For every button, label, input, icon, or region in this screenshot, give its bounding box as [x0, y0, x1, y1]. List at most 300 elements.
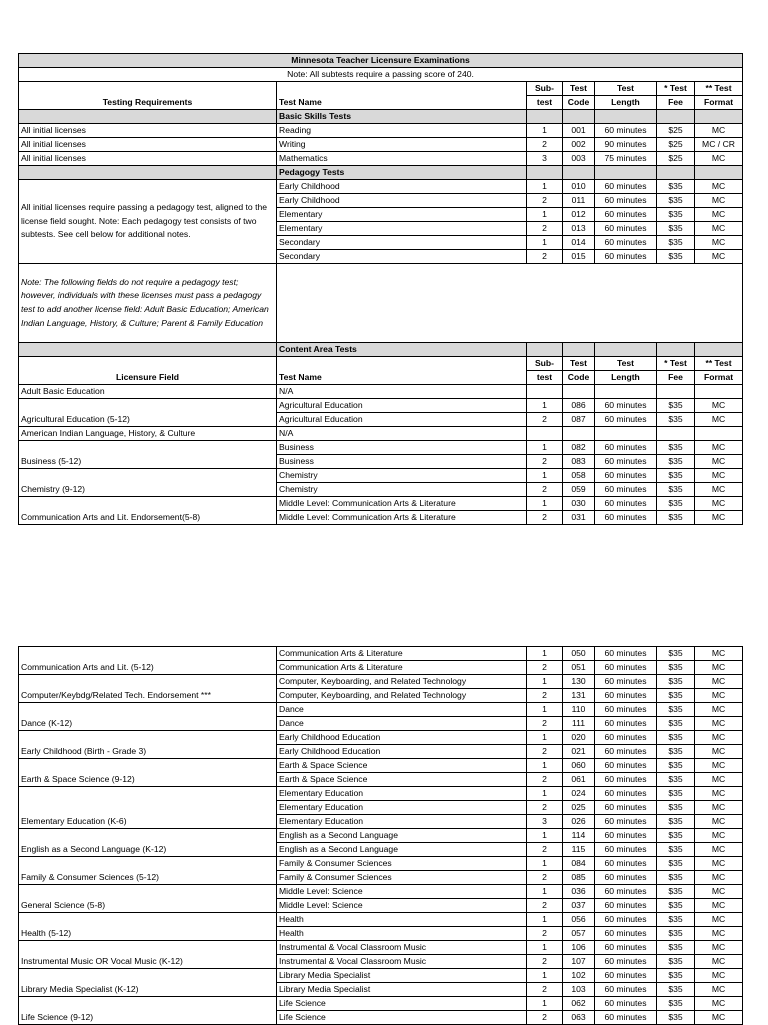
format-cell: MC	[695, 745, 743, 759]
table-row	[19, 124, 743, 138]
format-cell: MC	[695, 703, 743, 717]
subtest-cell: 2	[527, 138, 563, 152]
subtest-header-top: Sub-	[527, 357, 563, 371]
fee-cell: $25	[657, 124, 695, 138]
code-header-bottom: Code	[563, 96, 595, 110]
test-name-cell: Computer, Keyboarding, and Related Technology	[277, 675, 527, 689]
licensure-field-cell: Adult Basic Education	[19, 385, 277, 399]
fee-cell: $35	[657, 399, 695, 413]
code-cell: 062	[563, 997, 595, 1011]
test-name-cell: Middle Level: Science	[277, 899, 527, 913]
format-cell: MC	[695, 1011, 743, 1025]
fee-cell: $35	[657, 703, 695, 717]
length-cell: 60 minutes	[595, 815, 657, 829]
fee-cell: $35	[657, 511, 695, 525]
test-name-cell: Middle Level: Communication Arts & Literature	[277, 511, 527, 525]
length-cell: 60 minutes	[595, 829, 657, 843]
test-name-header: Test Name	[277, 96, 527, 110]
test-name-cell: Early Childhood Education	[277, 745, 527, 759]
fee-cell: $35	[657, 955, 695, 969]
test-name-cell: Early Childhood	[277, 194, 527, 208]
length-cell: 60 minutes	[595, 885, 657, 899]
fee-cell: $35	[657, 441, 695, 455]
subtest-cell: 1	[527, 969, 563, 983]
subtest-header-bottom: test	[527, 371, 563, 385]
length-cell: 60 minutes	[595, 675, 657, 689]
requirement-cell: All initial licenses	[19, 138, 277, 152]
subtest-cell: 2	[527, 483, 563, 497]
test-name-cell: Library Media Specialist	[277, 969, 527, 983]
licensure-field-cell: General Science (5-8)	[19, 885, 277, 913]
length-cell: 60 minutes	[595, 773, 657, 787]
fee-header-top: * Test	[657, 357, 695, 371]
test-name-cell: Life Science	[277, 997, 527, 1011]
length-cell: 60 minutes	[595, 511, 657, 525]
length-cell: 60 minutes	[595, 913, 657, 927]
subtest-cell	[527, 427, 563, 441]
test-name-cell: Library Media Specialist	[277, 983, 527, 997]
fee-cell: $35	[657, 455, 695, 469]
format-cell: MC	[695, 469, 743, 483]
length-cell: 60 minutes	[595, 455, 657, 469]
fee-cell: $35	[657, 899, 695, 913]
licensure-field-cell: Instrumental Music OR Vocal Music (K-12)	[19, 941, 277, 969]
length-cell: 60 minutes	[595, 731, 657, 745]
section-content-area: Content Area Tests	[277, 343, 527, 357]
subtest-cell: 1	[527, 703, 563, 717]
length-cell	[595, 427, 657, 441]
fee-cell: $35	[657, 885, 695, 899]
length-cell: 60 minutes	[595, 413, 657, 427]
test-name-cell: Middle Level: Communication Arts & Literature	[277, 497, 527, 511]
code-header-top: Test	[563, 357, 595, 371]
table-row	[19, 469, 743, 483]
length-cell: 60 minutes	[595, 857, 657, 871]
format-cell: MC / CR	[695, 138, 743, 152]
subtest-cell: 2	[527, 745, 563, 759]
test-name-cell: Health	[277, 913, 527, 927]
subtest-cell: 2	[527, 899, 563, 913]
table-row	[19, 180, 743, 194]
length-cell: 60 minutes	[595, 497, 657, 511]
licensure-field-cell: English as a Second Language (K-12)	[19, 829, 277, 857]
length-cell: 75 minutes	[595, 152, 657, 166]
length-cell: 60 minutes	[595, 787, 657, 801]
test-name-cell: Earth & Space Science	[277, 773, 527, 787]
code-cell: 020	[563, 731, 595, 745]
length-cell: 60 minutes	[595, 899, 657, 913]
format-cell: MC	[695, 983, 743, 997]
subtest-cell: 1	[527, 759, 563, 773]
format-cell: MC	[695, 689, 743, 703]
test-name-cell: Writing	[277, 138, 527, 152]
table-row	[19, 399, 743, 413]
format-cell: MC	[695, 661, 743, 675]
format-cell: MC	[695, 441, 743, 455]
format-cell: MC	[695, 497, 743, 511]
fee-cell: $35	[657, 208, 695, 222]
section-basic-skills: Basic Skills Tests	[277, 110, 527, 124]
table-row	[19, 829, 743, 843]
subtest-cell: 1	[527, 913, 563, 927]
subtest-cell: 2	[527, 955, 563, 969]
code-cell: 083	[563, 455, 595, 469]
test-name-cell: Chemistry	[277, 483, 527, 497]
test-name-cell: Family & Consumer Sciences	[277, 871, 527, 885]
subtest-cell: 2	[527, 801, 563, 815]
format-cell: MC	[695, 885, 743, 899]
format-cell	[695, 385, 743, 399]
fee-cell: $35	[657, 222, 695, 236]
fee-cell	[657, 427, 695, 441]
length-cell: 60 minutes	[595, 941, 657, 955]
length-cell: 60 minutes	[595, 955, 657, 969]
subtest-cell: 1	[527, 399, 563, 413]
test-name-cell: Middle Level: Science	[277, 885, 527, 899]
fee-cell: $35	[657, 236, 695, 250]
format-cell: MC	[695, 759, 743, 773]
fee-cell: $35	[657, 647, 695, 661]
requirement-cell: All initial licenses	[19, 152, 277, 166]
length-header-bottom: Length	[595, 371, 657, 385]
subtest-cell: 2	[527, 194, 563, 208]
length-cell: 60 minutes	[595, 250, 657, 264]
fee-cell: $35	[657, 871, 695, 885]
licensure-field-cell: Elementary Education (K-6)	[19, 787, 277, 829]
code-cell: 059	[563, 483, 595, 497]
fee-cell: $35	[657, 969, 695, 983]
format-cell: MC	[695, 208, 743, 222]
length-cell: 60 minutes	[595, 469, 657, 483]
fee-cell: $35	[657, 829, 695, 843]
format-cell: MC	[695, 124, 743, 138]
format-cell: MC	[695, 773, 743, 787]
code-cell: 084	[563, 857, 595, 871]
length-cell: 60 minutes	[595, 759, 657, 773]
length-cell	[595, 385, 657, 399]
test-name-cell: Business	[277, 441, 527, 455]
length-cell: 60 minutes	[595, 647, 657, 661]
test-name-cell: Instrumental & Vocal Classroom Music	[277, 955, 527, 969]
section-pedagogy: Pedagogy Tests	[277, 166, 527, 180]
subtest-cell: 1	[527, 857, 563, 871]
code-cell: 103	[563, 983, 595, 997]
format-cell: MC	[695, 913, 743, 927]
format-header-top: ** Test	[695, 357, 743, 371]
test-name-cell: English as a Second Language	[277, 843, 527, 857]
code-cell: 057	[563, 927, 595, 941]
table-row	[19, 969, 743, 983]
code-cell: 012	[563, 208, 595, 222]
length-cell: 90 minutes	[595, 138, 657, 152]
format-cell: MC	[695, 675, 743, 689]
test-name-cell: Life Science	[277, 1011, 527, 1025]
length-header-bottom: Length	[595, 96, 657, 110]
code-cell: 037	[563, 899, 595, 913]
subtest-cell: 1	[527, 469, 563, 483]
licensure-field-cell: Life Science (9-12)	[19, 997, 277, 1025]
licensure-field-cell: Communication Arts and Lit. Endorsement(5-8)	[19, 497, 277, 525]
fee-cell: $35	[657, 1011, 695, 1025]
code-header-bottom: Code	[563, 371, 595, 385]
length-cell: 60 minutes	[595, 180, 657, 194]
fee-header-bottom: Fee	[657, 371, 695, 385]
format-cell: MC	[695, 899, 743, 913]
test-name-cell: Agricultural Education	[277, 399, 527, 413]
subtest-cell: 1	[527, 236, 563, 250]
test-name-cell: Elementary Education	[277, 801, 527, 815]
format-cell: MC	[695, 787, 743, 801]
code-cell: 001	[563, 124, 595, 138]
subtest-cell: 1	[527, 941, 563, 955]
table-row	[19, 385, 743, 399]
licensure-field-cell: Computer/Keybdg/Related Tech. Endorsement ***	[19, 675, 277, 703]
length-cell: 60 minutes	[595, 483, 657, 497]
test-name-cell: Communication Arts & Literature	[277, 661, 527, 675]
code-cell: 002	[563, 138, 595, 152]
table-row	[19, 913, 743, 927]
code-cell: 085	[563, 871, 595, 885]
format-cell: MC	[695, 455, 743, 469]
length-cell: 60 minutes	[595, 969, 657, 983]
length-cell: 60 minutes	[595, 871, 657, 885]
test-name-cell: Chemistry	[277, 469, 527, 483]
fee-cell: $35	[657, 745, 695, 759]
test-name-cell: N/A	[277, 427, 527, 441]
subtest-cell: 2	[527, 773, 563, 787]
test-name-header: Test Name	[277, 371, 527, 385]
code-cell: 060	[563, 759, 595, 773]
subtest-cell: 3	[527, 152, 563, 166]
table-row	[19, 497, 743, 511]
subtest-cell: 1	[527, 124, 563, 138]
code-cell: 021	[563, 745, 595, 759]
format-cell: MC	[695, 717, 743, 731]
format-header-top: ** Test	[695, 82, 743, 96]
format-cell: MC	[695, 829, 743, 843]
subtest-cell: 2	[527, 871, 563, 885]
subtest-cell: 1	[527, 885, 563, 899]
fee-cell: $35	[657, 180, 695, 194]
code-cell: 025	[563, 801, 595, 815]
subtest-header-bottom: test	[527, 96, 563, 110]
licensure-field-cell: Business (5-12)	[19, 441, 277, 469]
fee-header-bottom: Fee	[657, 96, 695, 110]
format-cell: MC	[695, 236, 743, 250]
subtest-cell: 2	[527, 250, 563, 264]
test-name-cell: Agricultural Education	[277, 413, 527, 427]
test-name-cell: Elementary	[277, 208, 527, 222]
table-row	[19, 885, 743, 899]
licensure-field-cell: Family & Consumer Sciences (5-12)	[19, 857, 277, 885]
format-cell: MC	[695, 955, 743, 969]
test-name-cell: Dance	[277, 717, 527, 731]
test-name-cell: Instrumental & Vocal Classroom Music	[277, 941, 527, 955]
format-cell: MC	[695, 647, 743, 661]
fee-cell: $35	[657, 857, 695, 871]
fee-cell: $35	[657, 815, 695, 829]
format-cell: MC	[695, 857, 743, 871]
subtest-header-top: Sub-	[527, 82, 563, 96]
format-cell: MC	[695, 152, 743, 166]
subtest-cell: 2	[527, 661, 563, 675]
fee-cell: $35	[657, 997, 695, 1011]
pedagogy-requirement: All initial licenses require passing a pedagogy test, aligned to the license field sought. Note: Each pedagogy test consists of two subtests. See cell below for additional notes.	[19, 180, 277, 264]
length-cell: 60 minutes	[595, 1011, 657, 1025]
fee-cell: $35	[657, 927, 695, 941]
table-row	[19, 427, 743, 441]
code-cell: 107	[563, 955, 595, 969]
fee-cell: $35	[657, 413, 695, 427]
fee-cell: $25	[657, 152, 695, 166]
test-name-cell: Family & Consumer Sciences	[277, 857, 527, 871]
subtest-cell: 1	[527, 731, 563, 745]
code-cell: 086	[563, 399, 595, 413]
table-row	[19, 647, 743, 661]
fee-cell: $35	[657, 941, 695, 955]
code-cell: 110	[563, 703, 595, 717]
test-name-cell: Mathematics	[277, 152, 527, 166]
code-cell: 010	[563, 180, 595, 194]
code-cell: 036	[563, 885, 595, 899]
subtest-cell: 1	[527, 180, 563, 194]
code-cell: 030	[563, 497, 595, 511]
requirement-cell: All initial licenses	[19, 124, 277, 138]
subtest-cell: 1	[527, 829, 563, 843]
test-name-cell: Dance	[277, 703, 527, 717]
table-row	[19, 441, 743, 455]
code-cell: 003	[563, 152, 595, 166]
code-cell: 031	[563, 511, 595, 525]
length-header-top: Test	[595, 82, 657, 96]
format-cell: MC	[695, 180, 743, 194]
format-cell: MC	[695, 413, 743, 427]
subtest-cell: 2	[527, 455, 563, 469]
fee-cell: $35	[657, 759, 695, 773]
test-name-cell: Early Childhood	[277, 180, 527, 194]
fee-cell: $35	[657, 250, 695, 264]
subtest-cell: 1	[527, 787, 563, 801]
test-name-cell: Elementary Education	[277, 787, 527, 801]
code-cell: 130	[563, 675, 595, 689]
licensure-field-cell: Agricultural Education (5-12)	[19, 399, 277, 427]
test-name-cell: Business	[277, 455, 527, 469]
subtest-cell: 2	[527, 843, 563, 857]
code-cell	[563, 427, 595, 441]
format-header-bottom: Format	[695, 96, 743, 110]
code-cell: 061	[563, 773, 595, 787]
subtest-cell: 1	[527, 997, 563, 1011]
fee-cell: $35	[657, 717, 695, 731]
passing-score-note: Note: All subtests require a passing score of 240.	[19, 68, 743, 82]
fee-cell: $35	[657, 689, 695, 703]
fee-cell: $35	[657, 661, 695, 675]
length-cell: 60 minutes	[595, 745, 657, 759]
length-cell: 60 minutes	[595, 843, 657, 857]
fee-cell: $35	[657, 913, 695, 927]
format-cell: MC	[695, 399, 743, 413]
code-cell: 056	[563, 913, 595, 927]
length-header-top: Test	[595, 357, 657, 371]
test-name-cell: Computer, Keyboarding, and Related Technology	[277, 689, 527, 703]
code-header-top: Test	[563, 82, 595, 96]
code-cell: 014	[563, 236, 595, 250]
length-cell: 60 minutes	[595, 801, 657, 815]
subtest-cell: 1	[527, 441, 563, 455]
subtest-cell: 2	[527, 717, 563, 731]
format-header-bottom: Format	[695, 371, 743, 385]
test-name-cell: Health	[277, 927, 527, 941]
length-cell: 60 minutes	[595, 222, 657, 236]
code-cell: 102	[563, 969, 595, 983]
subtest-cell: 1	[527, 647, 563, 661]
format-cell: MC	[695, 731, 743, 745]
fee-cell: $35	[657, 731, 695, 745]
format-cell: MC	[695, 941, 743, 955]
subtest-cell: 1	[527, 675, 563, 689]
code-cell: 114	[563, 829, 595, 843]
fee-cell: $35	[657, 675, 695, 689]
licensure-table-page-1	[18, 53, 743, 525]
fee-cell: $35	[657, 194, 695, 208]
format-cell: MC	[695, 997, 743, 1011]
code-cell: 011	[563, 194, 595, 208]
format-cell: MC	[695, 969, 743, 983]
table-row	[19, 152, 743, 166]
length-cell: 60 minutes	[595, 194, 657, 208]
table-row	[19, 857, 743, 871]
code-cell: 111	[563, 717, 595, 731]
testing-requirements-header: Testing Requirements	[19, 96, 277, 110]
length-cell: 60 minutes	[595, 997, 657, 1011]
licensure-field-cell: Dance (K-12)	[19, 703, 277, 731]
format-cell: MC	[695, 815, 743, 829]
test-name-cell: English as a Second Language	[277, 829, 527, 843]
length-cell: 60 minutes	[595, 399, 657, 413]
test-name-cell: Earth & Space Science	[277, 759, 527, 773]
table-row	[19, 941, 743, 955]
format-cell: MC	[695, 194, 743, 208]
format-cell: MC	[695, 871, 743, 885]
test-name-cell: N/A	[277, 385, 527, 399]
pedagogy-note: Note: The following fields do not require a pedagogy test; however, individuals with these licenses must pass a pedagogy test to add another license field: Adult Basic Education; American Indian Language, History, & Culture; Parent & Family Education	[19, 264, 277, 343]
length-cell: 60 minutes	[595, 208, 657, 222]
code-cell: 058	[563, 469, 595, 483]
licensure-field-cell: Early Childhood (Birth - Grade 3)	[19, 731, 277, 759]
licensure-field-cell: Earth & Space Science (9-12)	[19, 759, 277, 787]
licensure-field-cell: Chemistry (9-12)	[19, 469, 277, 497]
licensure-field-header: Licensure Field	[19, 371, 277, 385]
licensure-table-page-2	[18, 646, 743, 1025]
code-cell: 050	[563, 647, 595, 661]
test-name-cell: Secondary	[277, 250, 527, 264]
fee-cell: $35	[657, 483, 695, 497]
table-row	[19, 759, 743, 773]
fee-cell: $35	[657, 801, 695, 815]
length-cell: 60 minutes	[595, 441, 657, 455]
length-cell: 60 minutes	[595, 703, 657, 717]
subtest-cell: 2	[527, 511, 563, 525]
code-cell: 115	[563, 843, 595, 857]
table-row	[19, 138, 743, 152]
table-row	[19, 787, 743, 801]
fee-cell: $35	[657, 843, 695, 857]
format-cell: MC	[695, 511, 743, 525]
fee-cell: $35	[657, 787, 695, 801]
code-cell: 106	[563, 941, 595, 955]
test-name-cell: Secondary	[277, 236, 527, 250]
test-name-cell: Early Childhood Education	[277, 731, 527, 745]
